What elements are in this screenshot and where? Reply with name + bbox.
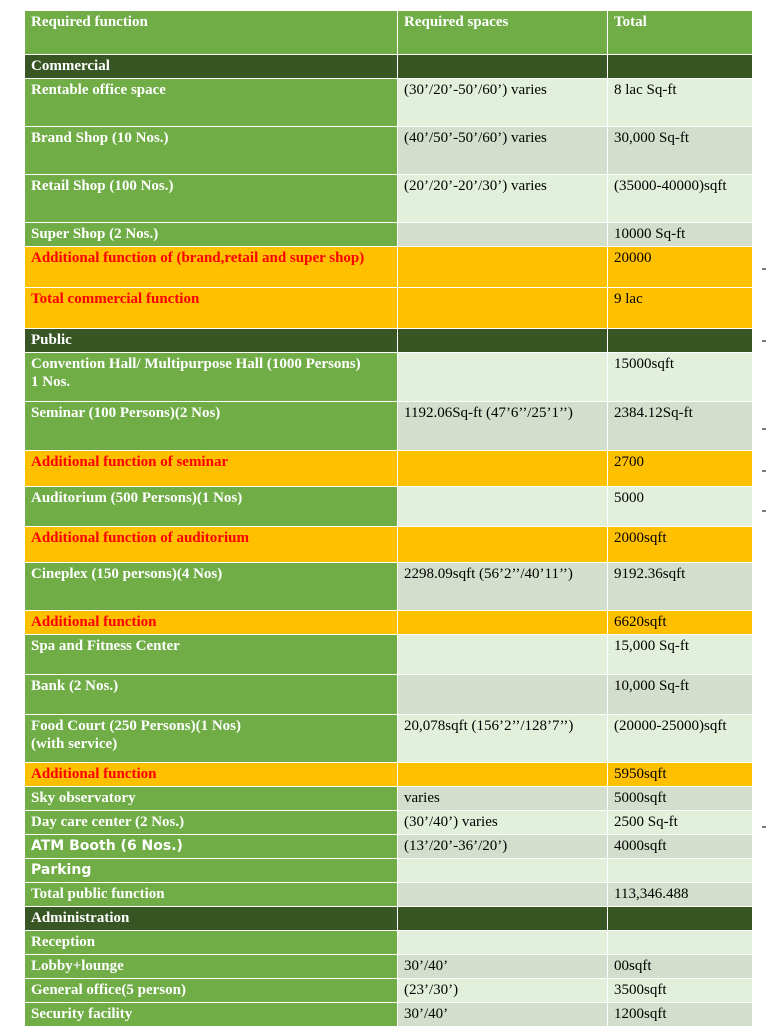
edge-mark xyxy=(762,470,766,472)
total-cell xyxy=(608,55,752,78)
total-cell: 6620sqft xyxy=(608,611,752,634)
function-cell: Brand Shop (10 Nos.) xyxy=(25,127,398,174)
function-cell: Security facility xyxy=(25,1003,398,1026)
total-cell: 1200sqft xyxy=(608,1003,752,1026)
total-cell: 30,000 Sq-ft xyxy=(608,127,752,174)
function-cell: Administration xyxy=(25,907,398,930)
function-cell: Retail Shop (100 Nos.) xyxy=(25,175,398,222)
function-cell: ATM Booth (6 Nos.) xyxy=(25,835,398,858)
table-row xyxy=(25,835,752,859)
table-row xyxy=(25,811,752,835)
table-row xyxy=(25,127,752,175)
function-cell: Additional function xyxy=(25,763,398,786)
total-cell: 5000sqft xyxy=(608,787,752,810)
table-header-row xyxy=(25,11,752,55)
spaces-cell: (40’/50’-50’/60’) varies xyxy=(398,127,608,174)
function-cell: Sky observatory xyxy=(25,787,398,810)
edge-mark xyxy=(762,340,766,342)
highlight-row xyxy=(25,247,752,288)
spaces-cell: varies xyxy=(398,787,608,810)
total-cell: 5000 xyxy=(608,487,752,526)
spaces-cell xyxy=(398,451,608,486)
table-row xyxy=(25,1003,752,1027)
spaces-cell xyxy=(398,247,608,287)
edge-mark xyxy=(762,428,766,430)
spaces-cell: 30’/40’ xyxy=(398,1003,608,1026)
highlight-row xyxy=(25,451,752,487)
spaces-cell xyxy=(398,675,608,714)
spaces-cell xyxy=(398,223,608,246)
spaces-cell xyxy=(398,611,608,634)
spaces-cell: 1192.06Sq-ft (47’6’’/25’1’’) xyxy=(398,402,608,450)
header-total: Total xyxy=(608,11,752,54)
table-row xyxy=(25,715,752,763)
total-cell: 10000 Sq-ft xyxy=(608,223,752,246)
total-cell: 2500 Sq-ft xyxy=(608,811,752,834)
total-cell: (20000-25000)sqft xyxy=(608,715,752,762)
table-row xyxy=(25,859,752,883)
spaces-cell xyxy=(398,329,608,352)
table-row xyxy=(25,979,752,1003)
function-cell: Public xyxy=(25,329,398,352)
function-cell: Seminar (100 Persons)(2 Nos) xyxy=(25,402,398,450)
function-cell: Reception xyxy=(25,931,398,954)
spaces-cell: (20’/20’-20’/30’) varies xyxy=(398,175,608,222)
function-cell: Additional function of auditorium xyxy=(25,527,398,562)
spaces-cell: (23’/30’) xyxy=(398,979,608,1002)
edge-mark xyxy=(762,826,766,828)
space-program-table xyxy=(25,11,752,1027)
section-row xyxy=(25,329,752,353)
spaces-cell xyxy=(398,353,608,401)
function-cell: Parking xyxy=(25,859,398,882)
function-cell: Lobby+lounge xyxy=(25,955,398,978)
function-cell: General office(5 person) xyxy=(25,979,398,1002)
highlight-row xyxy=(25,527,752,563)
total-cell: 00sqft xyxy=(608,955,752,978)
function-cell: Additional function of seminar xyxy=(25,451,398,486)
function-cell: Total public function xyxy=(25,883,398,906)
spaces-cell: 20,078sqft (156’2’’/128’7’’) xyxy=(398,715,608,762)
highlight-row xyxy=(25,611,752,635)
section-row xyxy=(25,907,752,931)
spaces-cell: (30’/20’-50’/60’) varies xyxy=(398,79,608,126)
spaces-cell xyxy=(398,487,608,526)
total-cell xyxy=(608,329,752,352)
function-cell: Additional function of (brand,retail and super shop) xyxy=(25,247,398,287)
table-row xyxy=(25,223,752,247)
spaces-cell xyxy=(398,527,608,562)
total-cell xyxy=(608,859,752,882)
total-cell: 4000sqft xyxy=(608,835,752,858)
table-row xyxy=(25,563,752,611)
table-row xyxy=(25,353,752,402)
table-row xyxy=(25,402,752,451)
function-cell: Additional function xyxy=(25,611,398,634)
spaces-cell: 30’/40’ xyxy=(398,955,608,978)
function-cell: Spa and Fitness Center xyxy=(25,635,398,674)
edge-mark xyxy=(762,510,766,512)
function-cell: Total commercial function xyxy=(25,288,398,328)
total-cell: 20000 xyxy=(608,247,752,287)
total-cell: 5950sqft xyxy=(608,763,752,786)
table-row xyxy=(25,931,752,955)
total-cell: 2384.12Sq-ft xyxy=(608,402,752,450)
table-row xyxy=(25,955,752,979)
total-cell: 2700 xyxy=(608,451,752,486)
function-cell: Auditorium (500 Persons)(1 Nos) xyxy=(25,487,398,526)
spaces-cell xyxy=(398,635,608,674)
table-row xyxy=(25,883,752,907)
spaces-cell xyxy=(398,55,608,78)
total-cell: 9 lac xyxy=(608,288,752,328)
spaces-cell xyxy=(398,907,608,930)
table-body xyxy=(25,55,752,1027)
function-cell: Commercial xyxy=(25,55,398,78)
table-row xyxy=(25,487,752,527)
total-cell: 10,000 Sq-ft xyxy=(608,675,752,714)
function-cell: Convention Hall/ Multipurpose Hall (1000 Persons) 1 Nos. xyxy=(25,353,398,401)
table-row xyxy=(25,175,752,223)
table-row xyxy=(25,635,752,675)
function-cell: Cineplex (150 persons)(4 Nos) xyxy=(25,563,398,610)
total-cell: 113,346.488 xyxy=(608,883,752,906)
spaces-cell xyxy=(398,288,608,328)
function-cell: Rentable office space xyxy=(25,79,398,126)
table-row xyxy=(25,79,752,127)
total-cell: 8 lac Sq-ft xyxy=(608,79,752,126)
function-cell: Day care center (2 Nos.) xyxy=(25,811,398,834)
header-required-spaces: Required spaces xyxy=(398,11,608,54)
table-row xyxy=(25,787,752,811)
spaces-cell: 2298.09sqft (56’2’’/40’11’’) xyxy=(398,563,608,610)
total-cell: 15000sqft xyxy=(608,353,752,401)
spaces-cell: (30’/40’) varies xyxy=(398,811,608,834)
total-cell: 9192.36sqft xyxy=(608,563,752,610)
total-cell: 2000sqft xyxy=(608,527,752,562)
spaces-cell xyxy=(398,931,608,954)
table-row xyxy=(25,675,752,715)
function-cell: Food Court (250 Persons)(1 Nos) (with service) xyxy=(25,715,398,762)
highlight-row xyxy=(25,288,752,329)
total-cell xyxy=(608,907,752,930)
edge-mark xyxy=(762,268,766,270)
section-row xyxy=(25,55,752,79)
header-required-function: Required function xyxy=(25,11,398,54)
spaces-cell xyxy=(398,883,608,906)
spaces-cell: (13’/20’-36’/20’) xyxy=(398,835,608,858)
function-cell: Bank (2 Nos.) xyxy=(25,675,398,714)
total-cell: 3500sqft xyxy=(608,979,752,1002)
highlight-row xyxy=(25,763,752,787)
function-cell: Super Shop (2 Nos.) xyxy=(25,223,398,246)
spaces-cell xyxy=(398,859,608,882)
total-cell xyxy=(608,931,752,954)
spaces-cell xyxy=(398,763,608,786)
total-cell: (35000-40000)sqft xyxy=(608,175,752,222)
total-cell: 15,000 Sq-ft xyxy=(608,635,752,674)
